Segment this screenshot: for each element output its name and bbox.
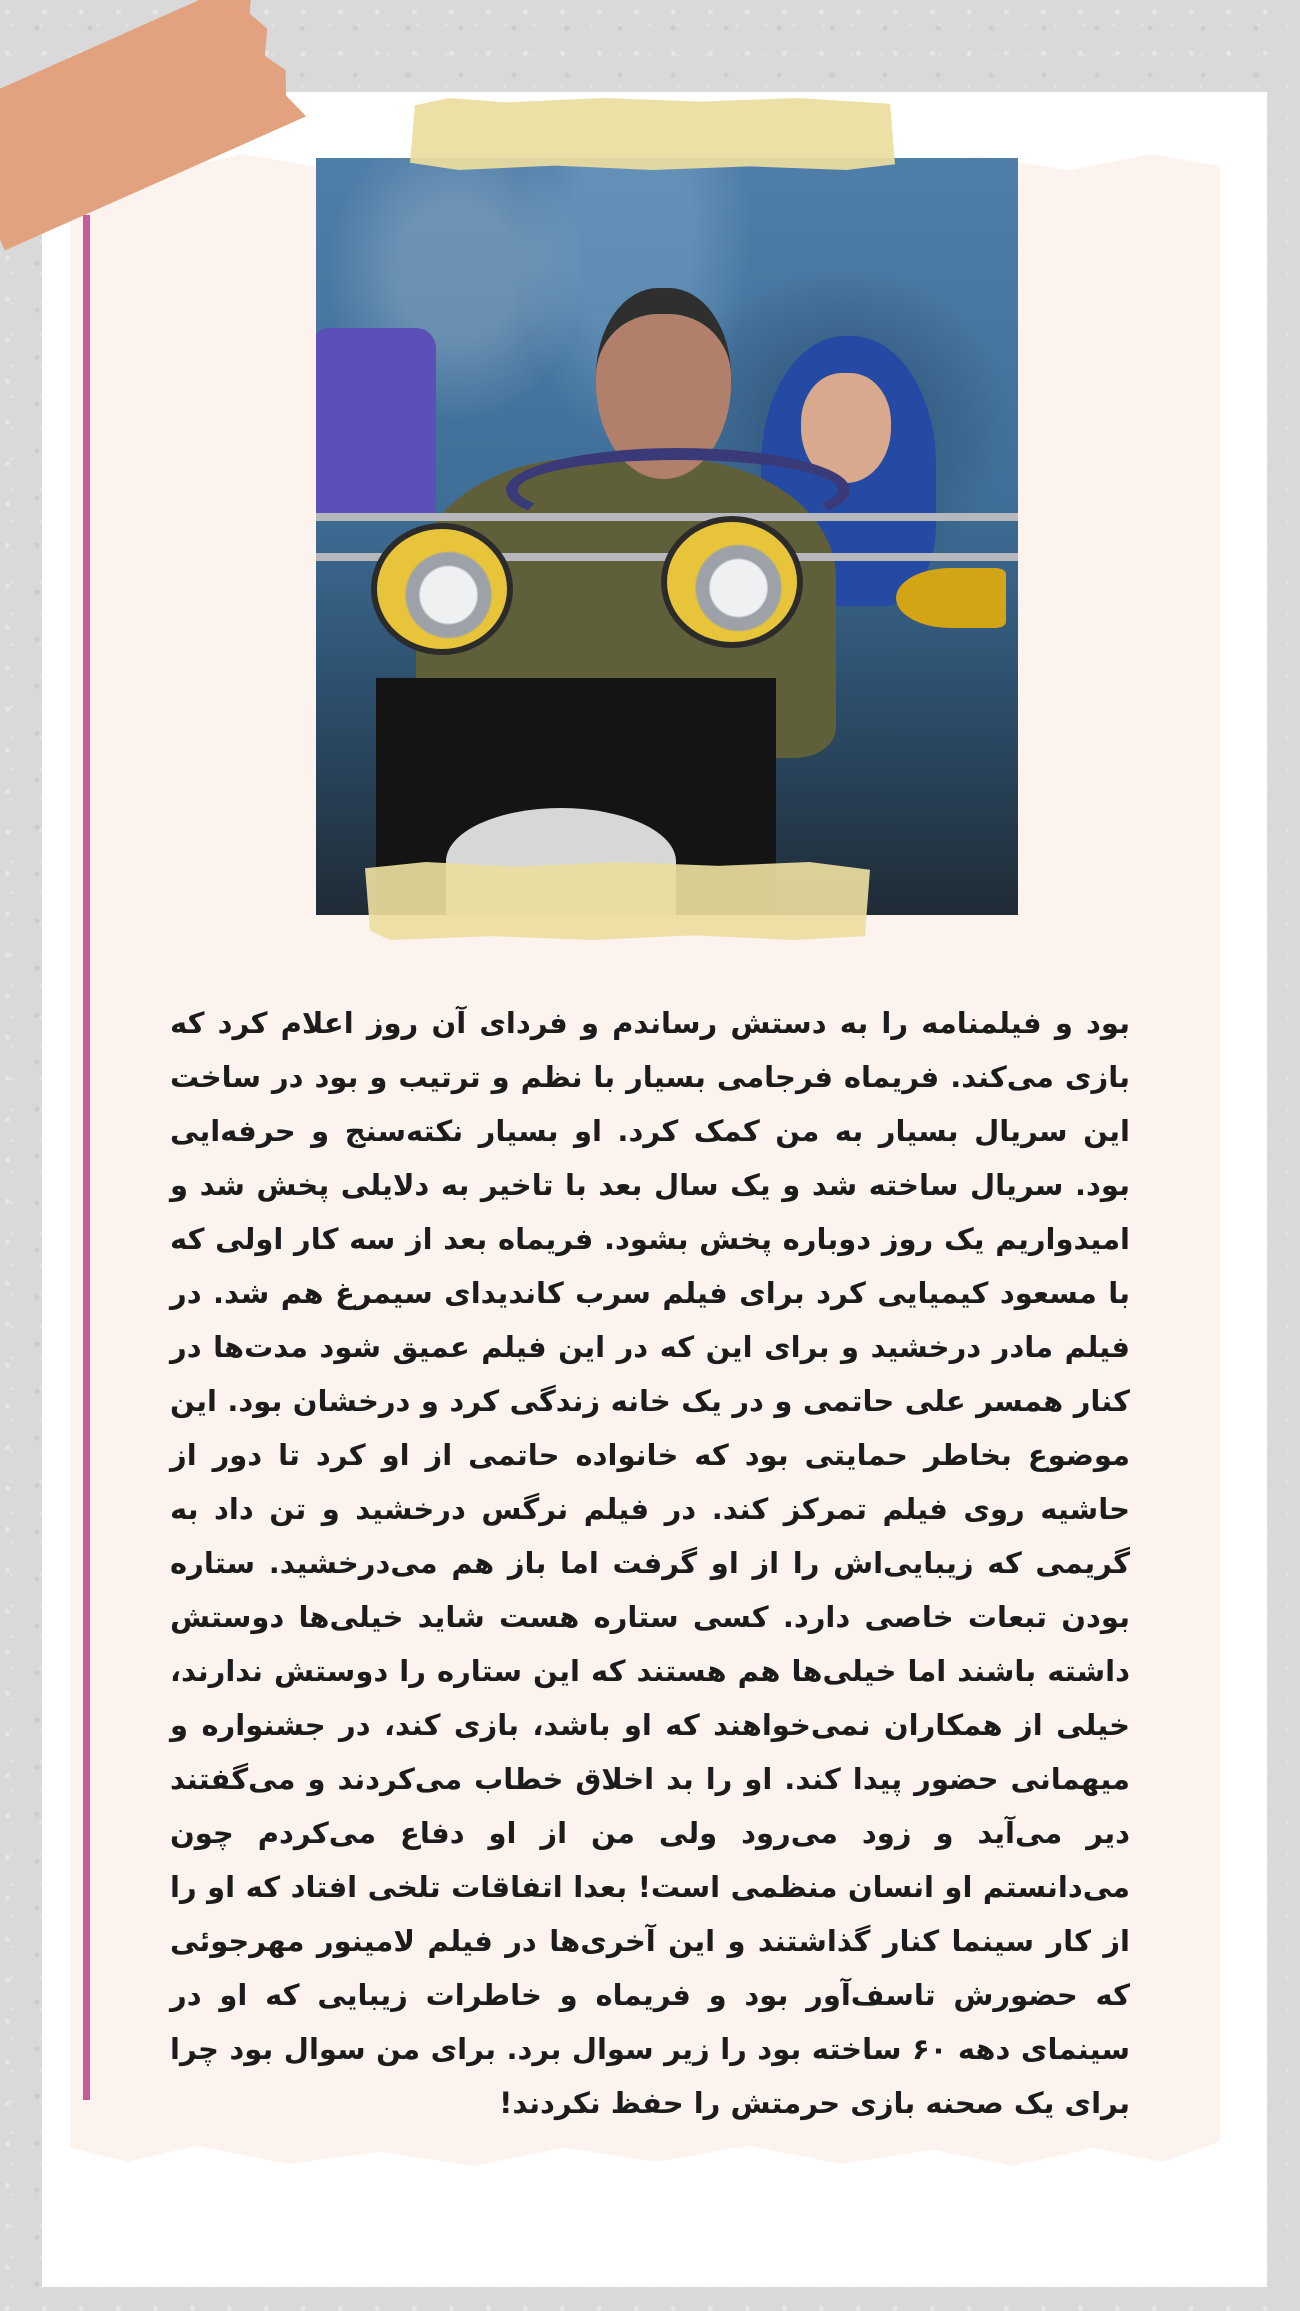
photo-chair: [316, 328, 436, 518]
photo-headlamp-left: [371, 523, 513, 655]
tape-strip-top: [410, 98, 895, 170]
article-body: بود و فیلمنامه را به دستش رساندم و فردای آن روز اعلام کرد که بازی می‌کند. فریماه فرجامی بسیار با نظم و ترتیب و بود در ساخت این سریال بسیار به من کمک کرد. او بسیار نکته‌سنج و حرفه‌ایی بود. سریال ساخته شد و یک سال بعد با تاخیر به دلایلی پخش شد و امیدواریم یک روز دوباره پخش بشود. فریماه بعد از سه کار اولی که با مسعود کیمیایی کرد برای فیلم سرب کاندیدای سیمرغ هم شد. در فیلم مادر درخشید و برای این که در این فیلم عمیق شود مدت‌ها در کنار همسر علی حاتمی و در یک خانه زندگی کرد و درخشان بود. این موضوع بخاطر حمایتی بود که خانواده حاتمی از او کرد تا دور از حاشیه روی فیلم تمرکز کند. در فیلم نرگس درخشید و تن داد به گریمی که زیبایی‌اش را از او گرفت اما باز هم می‌درخشید. ستاره بودن تبعات خاصی دارد. کسی ستاره هست شاید خیلی‌ها دوستش داشته باشند اما خیلی‌ها هم هستند که این ستاره را دوستش ندارند، خیلی از همکاران نمی‌خواهند که او باشد، بازی کند، در جشنواره و میهمانی حضور پیدا کند. او را بد اخلاق خطاب می‌کردند و می‌گفتند دیر می‌آید و زود می‌رود ولی من از او دفاع می‌کردم چون می‌دانستم او انسان منظمی است! بعدا اتفاقات تلخی افتاد که او را از کار سینما کنار گذاشتند و این آخری‌ها در فیلم لامینور مهرجوئی که حضورش تاسف‌آور بود و فریماه و خاطرات زیبایی که او در سینمای دهه ۶۰ ساخته بود را زیر سوال برد. برای من سوال بود چرا برای یک صحنه بازی حرمتش را حفظ نکردند!: [170, 1006, 1130, 2120]
article-photo: [316, 158, 1018, 915]
tape-strip-bottom: [365, 862, 870, 940]
photo-horn: [896, 568, 1006, 628]
photo-headlamp-right: [661, 516, 803, 648]
accent-rule: [83, 215, 90, 2100]
photo-rail: [316, 513, 1018, 521]
